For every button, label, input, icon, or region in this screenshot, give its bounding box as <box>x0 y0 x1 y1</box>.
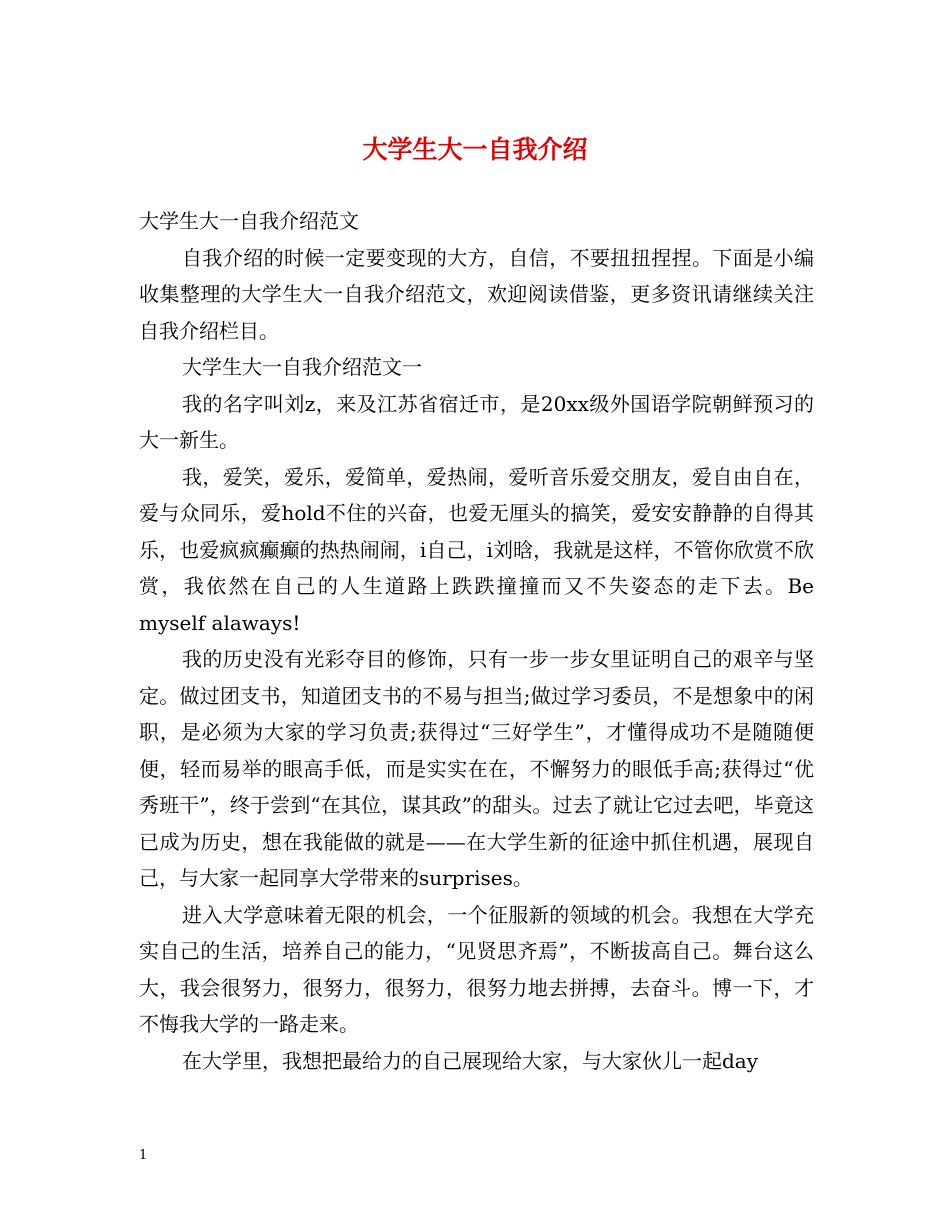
paragraph: 大学生大一自我介绍范文 <box>139 209 359 233</box>
document-title: 大学生大一自我介绍 <box>362 135 588 164</box>
paragraph: 进入大学意味着无限的机会，一个征服新的领域的机会。我想在大学充实自己的生活，培养自己的能力，“见贤思齐焉”，不断拔高自己。舞台这么大，我会很努力，很努力，很努力，很努力地去拼搏，去奋斗。博一下，才不悔我大学的一路走来。 <box>139 902 814 1036</box>
paragraph: 我的名字叫刘z，来及江苏省宿迁市，是20xx级外国语学院朝鲜预习的大一新生。 <box>139 391 814 452</box>
paragraph: 我的历史没有光彩夺目的修饰，只有一步一步女里证明自己的艰辛与坚定。做过团支书，知道团支书的不易与担当;做过学习委员，不是想象中的闲职，是必须为大家的学习负责;获得过“三好学生”，才懂得成功不是随随便便，轻而易举的眼高手低，而是实实在在，不懈努力的眼低手高;获得过“优秀班干”，终于尝到“在其位，谋其政”的甜头。过去了就让它过去吧，毕竟这已成为历史，想在我能做的就是——在大学生新的征途中抓住机遇，展现自己，与大家一起同享大学带来的surprises。 <box>139 647 814 890</box>
paragraph: 我，爱笑，爱乐，爱简单，爱热闹，爱听音乐爱交朋友，爱自由自在，爱与众同乐，爱hold不住的兴奋，也爱无厘头的搞笑，爱安安静静的自得其乐，也爱疯疯癫癫的热热闹闹，i自己，i刘晗，我就是这样，不管你欣赏不欣赏，我依然在自己的人生道路上跌跌撞撞而又不失姿态的走下去。Be myself alaways! <box>139 464 814 635</box>
paragraph: 大学生大一自我介绍范文一 <box>182 355 422 379</box>
document-body <box>139 203 814 1079</box>
paragraph: 在大学里，我想把最给力的自己展现给大家，与大家伙儿一起day <box>182 1048 759 1073</box>
paragraph: 自我介绍的时候一定要变现的大方，自信，不要扭扭捏捏。下面是小编收集整理的大学生大一自我介绍范文，欢迎阅读借鉴，更多资讯请继续关注自我介绍栏目。 <box>139 245 814 343</box>
page-number: 1 <box>139 1148 148 1163</box>
